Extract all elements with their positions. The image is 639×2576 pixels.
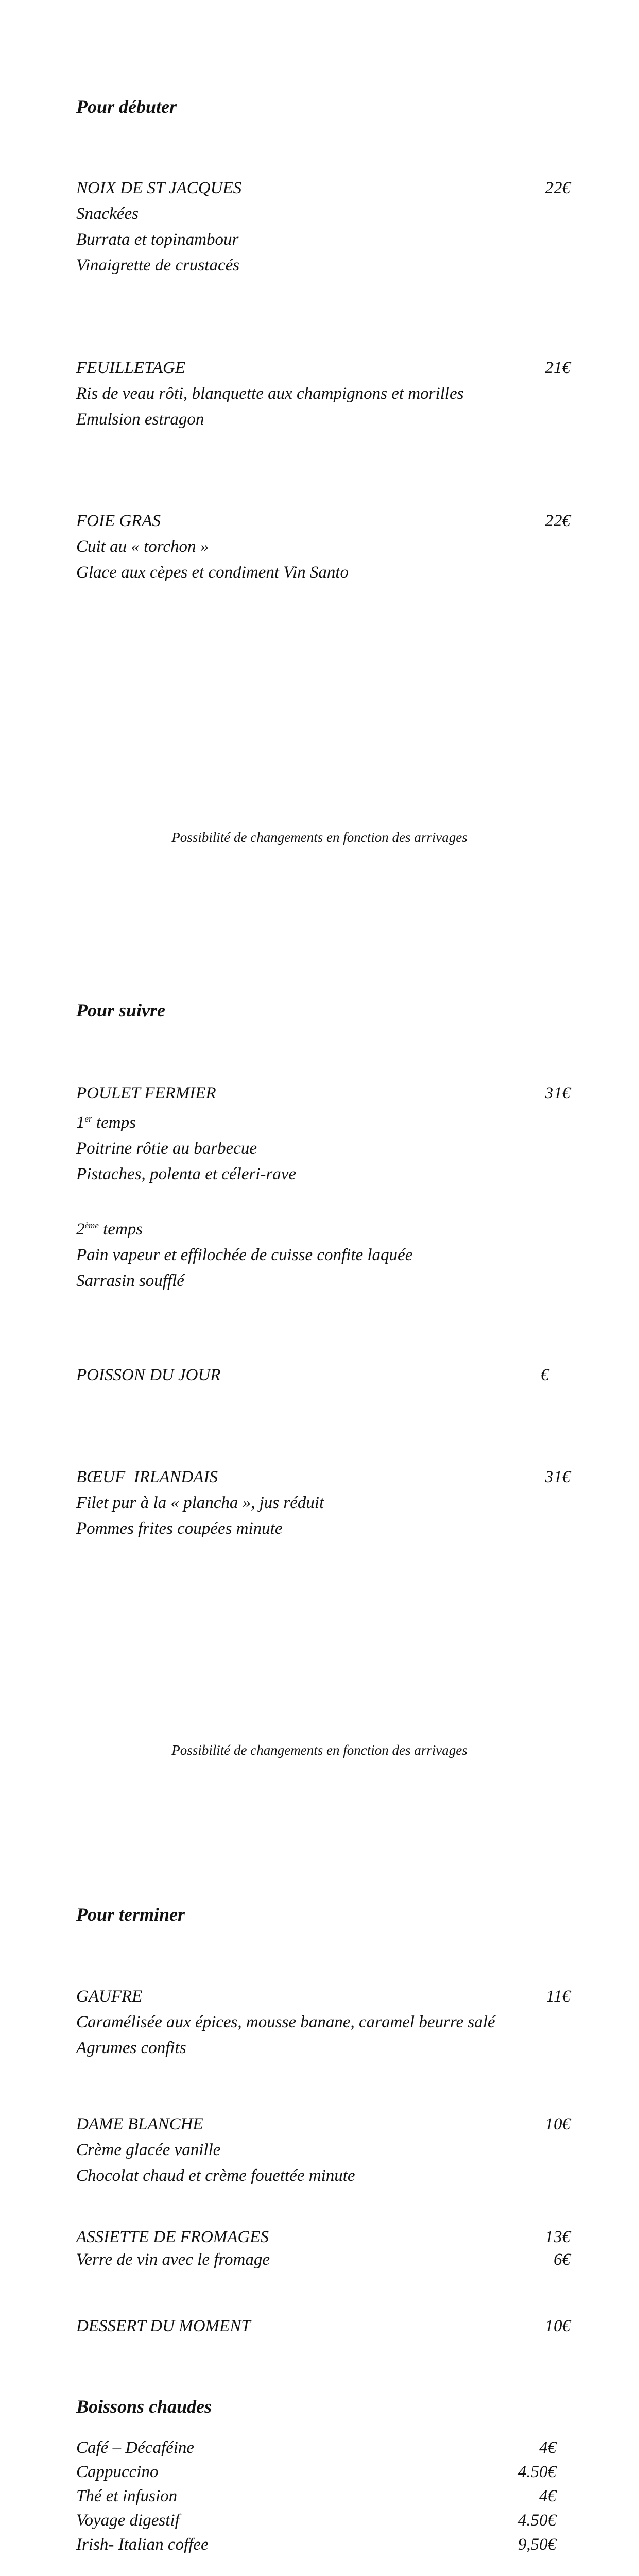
arrivals-note: Possibilité de changements en fonction des arrivages <box>171 1742 468 1758</box>
drink-row <box>76 2509 556 2533</box>
drink-name: Thé et infusion <box>76 2487 178 2505</box>
drink-name: Café – Décaféine <box>76 2438 195 2457</box>
item-description: Agrumes confits <box>76 2039 186 2057</box>
item-price: 31€ <box>545 1468 571 1486</box>
item-price: 31€ <box>545 1084 571 1103</box>
menu-item-foie-gras <box>76 508 571 585</box>
item-name: NOIX DE ST JACQUES <box>76 179 242 197</box>
item-price: 13€ <box>545 2228 571 2246</box>
wine-option-price: 6€ <box>554 2250 571 2269</box>
item-description: Crème glacée vanille <box>76 2141 221 2159</box>
menu-item-poulet-fermier <box>76 1080 571 1294</box>
item-price: 22€ <box>545 512 571 530</box>
drink-row <box>76 2460 556 2484</box>
item-price: 10€ <box>545 2115 571 2133</box>
menu-item-boeuf-irlandais <box>76 1464 571 1541</box>
menu-item-assiette-fromages <box>76 2226 571 2271</box>
item-description: Pain vapeur et effilochée de cuisse confite laquée <box>76 1246 413 1264</box>
item-description: Pommes frites coupées minute <box>76 1519 283 1538</box>
item-name: FOIE GRAS <box>76 512 161 530</box>
item-description: Glace aux cèpes et condiment Vin Santo <box>76 563 349 582</box>
item-price: 21€ <box>545 359 571 377</box>
wine-option <box>76 2248 571 2271</box>
menu-item-dame-blanche <box>76 2111 571 2189</box>
drink-row <box>76 2533 556 2557</box>
drink-name: Voyage digestif <box>76 2511 180 2530</box>
drink-price: 9,50€ <box>517 2535 556 2554</box>
drink-price: 4.50€ <box>517 2463 556 2481</box>
item-name: GAUFRE <box>76 1987 143 2006</box>
item-description: Snackées <box>76 205 139 223</box>
drink-row <box>76 2436 556 2460</box>
item-description: Cuit au « torchon » <box>76 537 209 556</box>
item-price: 11€ <box>546 1987 571 2006</box>
item-description: Pistaches, polenta et céleri-rave <box>76 1165 297 1183</box>
course-step-second: 2ème temps <box>76 1220 143 1239</box>
item-name: BŒUF IRLANDAIS <box>76 1468 218 1486</box>
item-name: POULET FERMIER <box>76 1084 216 1103</box>
item-price: € <box>540 1366 549 1384</box>
item-description: Filet pur à la « plancha », jus réduit <box>76 1494 324 1512</box>
menu-item-gaufre <box>76 1984 571 2061</box>
wine-option-label: Verre de vin avec le fromage <box>76 2250 270 2269</box>
arrivals-note: Possibilité de changements en fonction des arrivages <box>171 829 468 845</box>
section-title-mains: Pour suivre <box>76 1000 166 1021</box>
item-description: Poitrine rôtie au barbecue <box>76 1139 257 1158</box>
course-step-first: 1er temps <box>76 1113 136 1132</box>
menu-item-poisson-du-jour <box>76 1362 571 1388</box>
menu-item-noix-st-jacques <box>76 175 571 278</box>
item-price: 22€ <box>545 179 571 197</box>
drink-price: 4.50€ <box>517 2511 556 2530</box>
drink-name: Cappuccino <box>76 2463 159 2481</box>
section-title-starters: Pour débuter <box>76 96 177 117</box>
item-name: FEUILLETAGE <box>76 359 186 377</box>
menu-item-feuilletage <box>76 355 571 432</box>
section-title-hot-drinks: Boissons chaudes <box>76 2396 212 2417</box>
item-description: Emulsion estragon <box>76 410 204 429</box>
drink-name: Irish- Italian coffee <box>76 2535 209 2554</box>
item-name: DESSERT DU MOMENT <box>76 2317 251 2335</box>
item-description: Caramélisée aux épices, mousse banane, caramel beurre salé <box>76 2013 495 2031</box>
menu-item-dessert-du-moment <box>76 2313 571 2339</box>
item-description: Chocolat chaud et crème fouettée minute <box>76 2166 355 2185</box>
item-description: Ris de veau rôti, blanquette aux champignons et morilles <box>76 384 464 403</box>
item-description: Burrata et topinambour <box>76 230 239 249</box>
drink-price: 4€ <box>539 2487 556 2505</box>
drink-row <box>76 2484 556 2509</box>
item-price: 10€ <box>545 2317 571 2335</box>
drink-price: 4€ <box>539 2438 556 2457</box>
hot-drinks-list <box>76 2436 556 2557</box>
item-name: POISSON DU JOUR <box>76 1366 221 1384</box>
item-name: DAME BLANCHE <box>76 2115 203 2133</box>
item-description: Sarrasin soufflé <box>76 1272 184 1290</box>
section-title-desserts: Pour terminer <box>76 1904 185 1925</box>
item-description: Vinaigrette de crustacés <box>76 256 240 275</box>
item-name: ASSIETTE DE FROMAGES <box>76 2228 269 2246</box>
